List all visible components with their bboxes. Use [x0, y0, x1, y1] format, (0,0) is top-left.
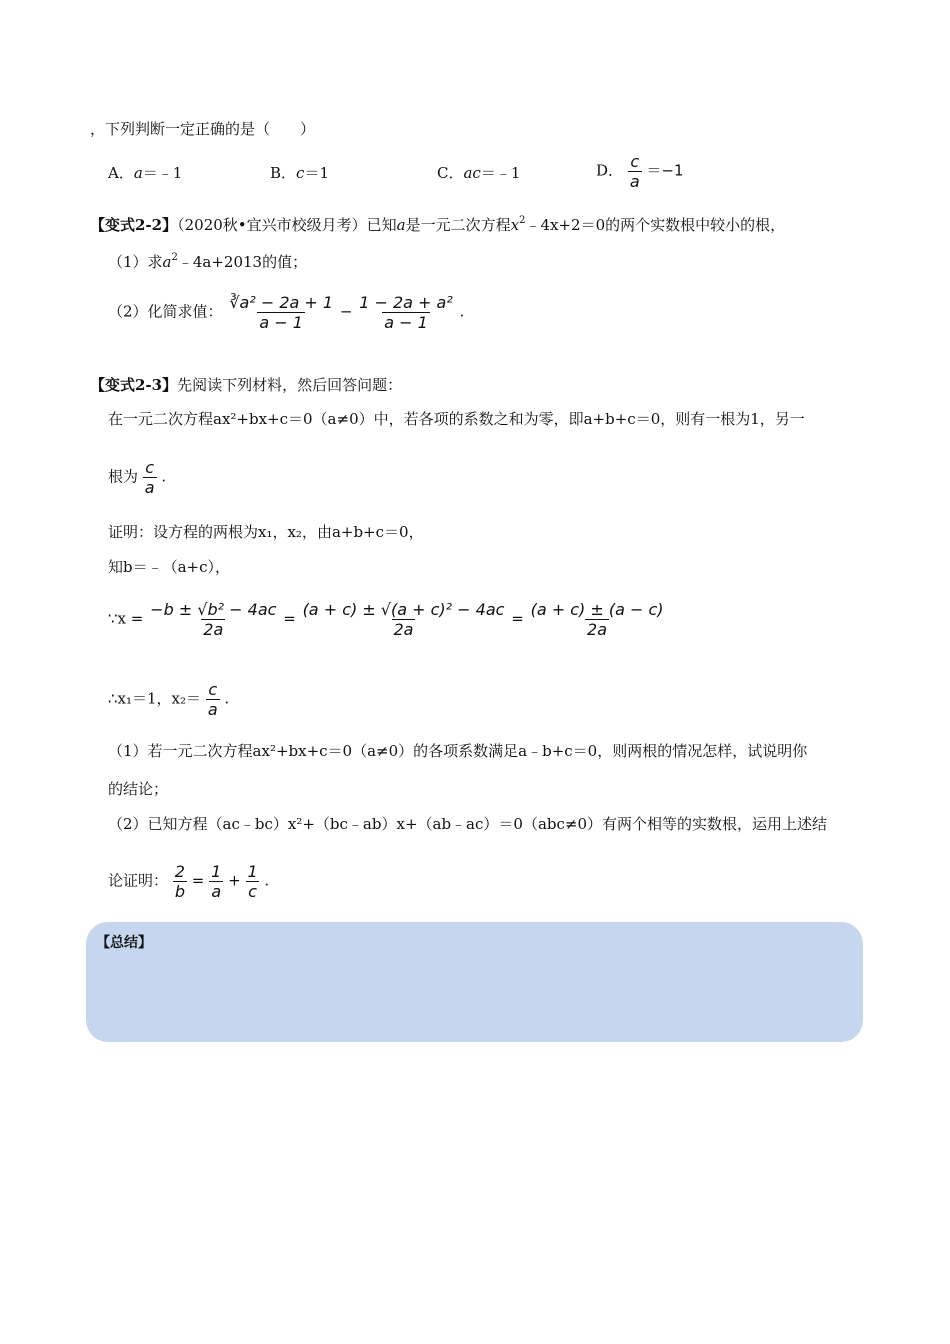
proof-formula: ∵x = $\frac{\text{−b ± √b² − 4ac}}{2a}$ = $\frac{\text{(a + c) ± √(a + c)² − 4ac}}{2a}$ = $\frac{(a + c) \pm (a - c)}{2a}$: [108, 600, 664, 640]
q2-fraction-1: $\frac{2}{b}$: [174, 862, 185, 902]
proof-line-2: 知b＝﹣（a+c），: [108, 558, 231, 576]
q2-fraction-2: $\frac{1}{a}$: [211, 862, 222, 902]
formula-fraction-1: $\frac{\text{−b ± √b² − 4ac}}{2a}$: [150, 600, 277, 640]
question-2-line-2: 论证明： $\frac{2}{b}$ = $\frac{1}{a}$ + $\frac{1}{c}$ .: [108, 862, 270, 902]
root-fraction: $\frac{c}{a}$: [144, 458, 155, 498]
summary-title: 【总结】: [96, 935, 152, 951]
variant-2-3-heading: 【变式2-3】先阅读下列材料，然后回答问题：: [90, 376, 403, 394]
q2-fraction-3: $\frac{1}{c}$: [247, 862, 258, 902]
question-2-line-1: （2）已知方程（ac﹣bc）x²+（bc﹣ab）x+（ab﹣ac）＝0（abc≠0）有两个相等的实数根，运用上述结: [108, 815, 828, 833]
formula-fraction-3: $\frac{(a + c) \pm (a - c)}{2a}$: [530, 600, 664, 640]
summary-box: [86, 922, 863, 1042]
proof-conclusion: ∴x₁＝1，x₂＝ $\frac{c}{a}$ .: [108, 680, 230, 720]
question-intro: ，下列判断一定正确的是（ ）: [90, 120, 316, 138]
formula-fraction-2: $\frac{\text{(a + c) ± √(a + c)² − 4ac}}{2a}$: [302, 600, 505, 640]
part2-fraction-2: $\frac{\text{1 − 2a + a²}}{a - 1}$: [359, 293, 453, 333]
option-d: D． $\frac{c}{a}$ ＝−1: [596, 152, 684, 192]
material-line-1: 在一元二次方程ax²+bx+c＝0（a≠0）中，若各项的系数之和为零，即a+b+c＝0，则有一根为1，另一: [108, 410, 805, 428]
conclusion-fraction: $\frac{c}{a}$: [207, 680, 218, 720]
variant-2-2-part2: （2）化简求值： $\frac{\text{∛a² − 2a + 1}}{a - 1}$ − $\frac{\text{1 − 2a + a²}}{a - 1}$ .: [108, 293, 465, 333]
question-1-line-1: （1）若一元二次方程ax²+bx+c＝0（a≠0）的各项系数满足a﹣b+c＝0，则两根的情况怎样，试说明你: [108, 742, 808, 760]
question-1-line-2: 的结论；: [108, 780, 169, 798]
material-line-2: 根为 $\frac{c}{a}$ .: [108, 458, 167, 498]
option-b: B．c＝1: [270, 164, 329, 182]
option-d-fraction: $\frac{c}{a}$: [629, 152, 640, 192]
variant-2-2-part1: （1）求$a^2﹣4a+2013$的值；: [108, 252, 308, 271]
variant-2-2-heading: 【变式2-2】（2020秋•宜兴市校级月考）已知a是一元二次方程$x^2﹣4x+2=0$的两个实数根中较小的根，: [90, 215, 786, 234]
option-c: C．ac＝﹣1: [437, 164, 521, 182]
option-a: A．a＝﹣1: [108, 164, 183, 182]
part2-fraction-1: $\frac{\text{∛a² − 2a + 1}}{a - 1}$: [229, 293, 334, 333]
proof-line-1: 证明：设方程的两根为x₁，x₂，由a+b+c＝0，: [108, 523, 424, 541]
